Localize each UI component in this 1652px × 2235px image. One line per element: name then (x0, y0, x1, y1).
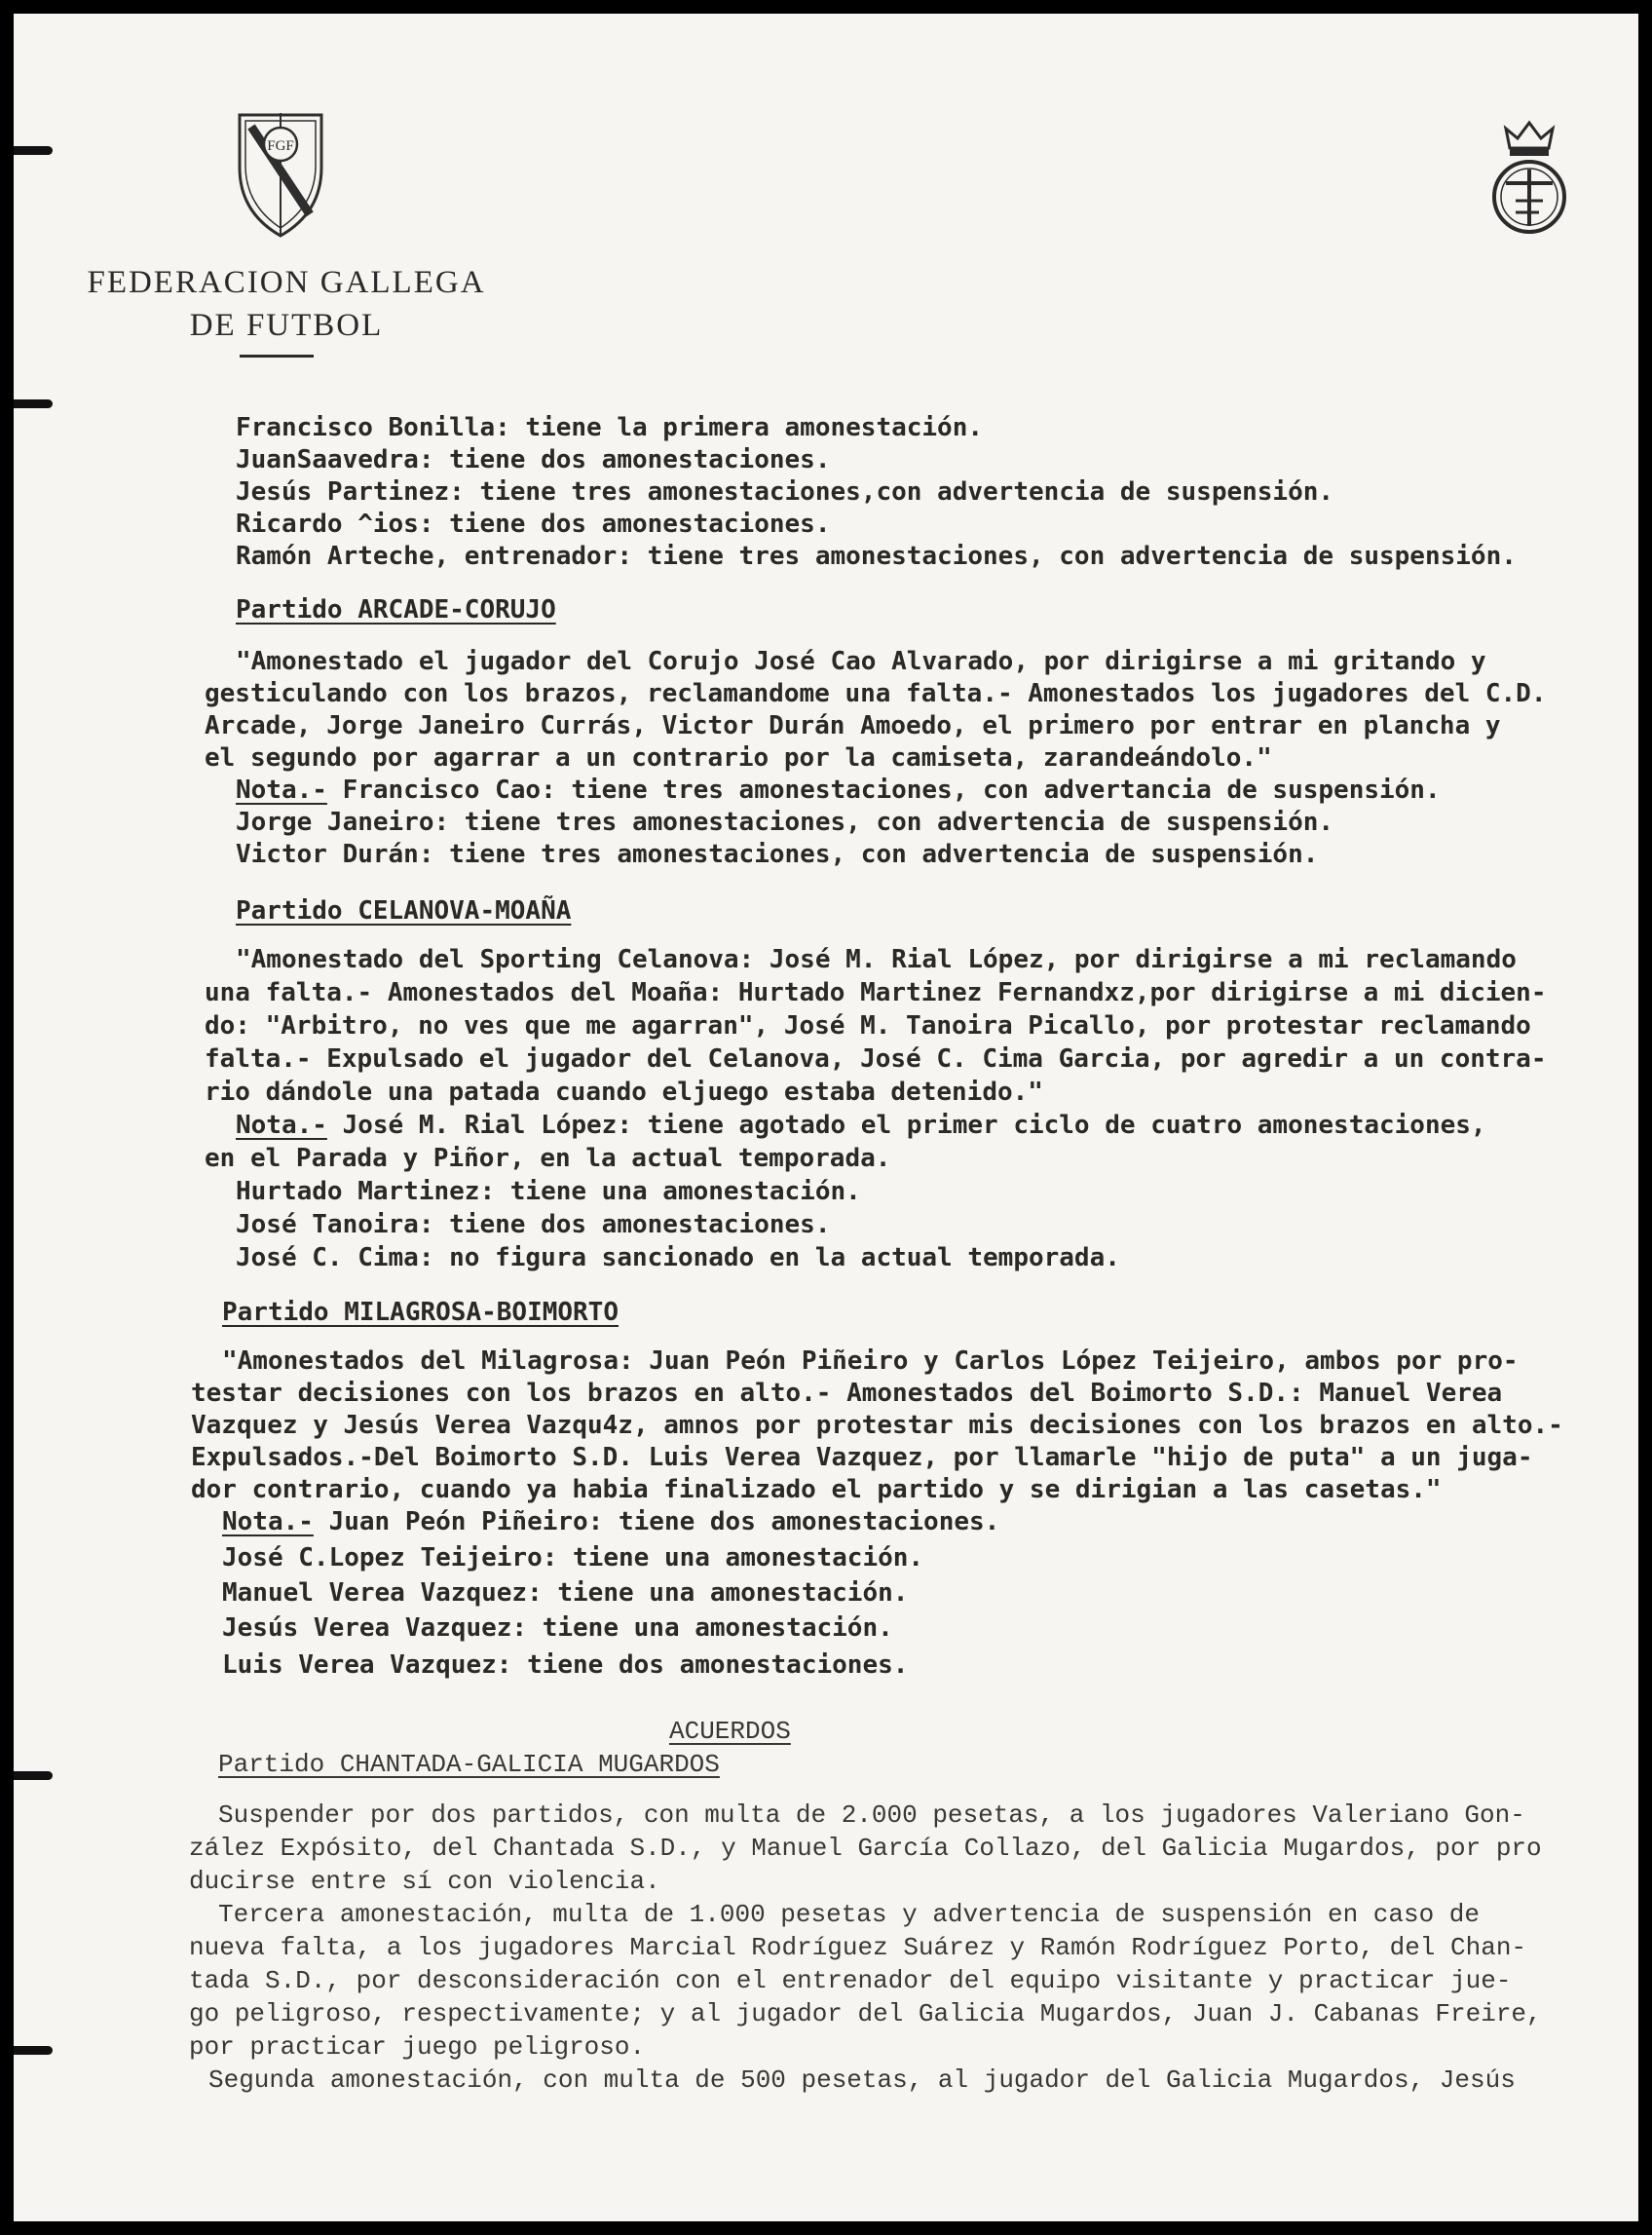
note-line: Luis Verea Vazquez: tiene dos amonestaciones. (222, 1650, 909, 1680)
nota-label: Nota.- (236, 776, 327, 805)
match-heading: Partido ARCADE-CORUJO (236, 595, 556, 625)
acuerdo-line: por practicar juego peligroso. (189, 2032, 646, 2062)
match-heading: Partido CELANOVA-MOAÑA (236, 896, 572, 926)
report-line: gesticulando con los brazos, reclamandome una falta.- Amonestados los jugadores del C.D. (205, 679, 1547, 708)
report-line: Arcade, Jorge Janeiro Currás, Victor Durán Amoedo, el primero por entrar en plancha y (205, 711, 1501, 740)
acuerdo-line: go peligroso, respectivamente; y al jugador del Galicia Mugardos, Juan J. Cabanas Freire, (189, 1999, 1542, 2028)
nota-line: en el Parada y Piñor, en la actual temporada. (205, 1144, 891, 1173)
note-line: Francisco Bonilla: tiene la primera amonestación. (236, 413, 984, 442)
acuerdo-line: ducirse entre sí con violencia. (189, 1867, 660, 1896)
federation-shield-icon (232, 107, 329, 244)
report-line: rio dándole una patada cuando eljuego estaba detenido." (205, 1078, 1043, 1107)
nota-line (236, 776, 1441, 805)
note-line: JuanSaavedra: tiene dos amonestaciones. (236, 445, 831, 474)
binder-hole (14, 146, 53, 155)
acuerdo-line: nueva falta, a los jugadores Marcial Rodríguez Suárez y Ramón Rodríguez Porto, del Chan- (189, 1933, 1527, 1962)
nota-text: Juan Peón Piñeiro: tiene dos amonestaciones. (313, 1507, 1000, 1536)
report-line: el segundo por agarrar a un contrario por la camiseta, zarandeándolo." (205, 743, 1272, 773)
note-line: Jesús Verea Vazquez: tiene una amonestación. (222, 1613, 893, 1643)
nota-label: Nota.- (236, 1111, 327, 1140)
acuerdo-line: tada S.D., por desconsideración con el entrenador del equipo visitante y practicar jue- (189, 1966, 1512, 1995)
letterhead-divider (240, 355, 314, 358)
royal-crest-icon (1486, 115, 1572, 240)
report-line: "Amonestado del Sporting Celanova: José M. Rial López, por dirigirse a mi reclamando (236, 945, 1517, 974)
note-line: Ramón Arteche, entrenador: tiene tres amonestaciones, con advertencia de suspensión. (236, 542, 1517, 571)
binder-hole (14, 1771, 53, 1780)
federation-name: FEDERACION GALLEGA (87, 265, 486, 300)
report-line: Expulsados.-Del Boimorto S.D. Luis Verea Vazquez, por llamarle "hijo de puta" a un juga- (191, 1443, 1533, 1472)
note-line: Jorge Janeiro: tiene tres amonestaciones, con advertencia de suspensión. (236, 808, 1334, 837)
binder-hole (14, 399, 53, 408)
match-heading: Partido MILAGROSA-BOIMORTO (222, 1298, 619, 1327)
document-page (14, 14, 1638, 2221)
acuerdo-line: Tercera amonestación, multa de 1.000 pesetas y advertencia de suspensión en caso de (218, 1900, 1481, 1929)
federation-name: DE FUTBOL (189, 308, 384, 343)
report-line: testar decisiones con los brazos en alto.- Amonestados del Boimorto S.D.: Manuel Verea (191, 1379, 1503, 1408)
note-line: José C.Lopez Teijeiro: tiene una amonestación. (222, 1543, 924, 1572)
note-line: Jesús Partinez: tiene tres amonestaciones,con advertencia de suspensión. (236, 477, 1334, 507)
report-line: "Amonestado el jugador del Corujo José Cao Alvarado, por dirigirse a mi gritando y (236, 647, 1486, 676)
nota-line (236, 1111, 1486, 1140)
nota-line (222, 1507, 999, 1536)
note-line: José Tanoira: tiene dos amonestaciones. (236, 1210, 831, 1239)
svg-text:FGF: FGF (267, 138, 294, 154)
report-line: falta.- Expulsado el jugador del Celanova, José C. Cima Garcia, por agredir a un contra- (205, 1044, 1547, 1074)
report-line: Vazquez y Jesús Verea Vazqu4z, amnos por protestar mis decisiones con los brazos en alto.- (191, 1411, 1563, 1440)
note-line: Victor Durán: tiene tres amonestaciones, con advertencia de suspensión. (236, 840, 1319, 869)
report-line: "Amonestados del Milagrosa: Juan Peón Piñeiro y Carlos López Teijeiro, ambos por pro- (222, 1346, 1519, 1376)
note-line: José C. Cima: no figura sancionado en la actual temporada. (236, 1243, 1120, 1272)
nota-text: José M. Rial López: tiene agotado el primer ciclo de cuatro amonestaciones, (326, 1111, 1486, 1140)
acuerdo-line: Segunda amonestación, con multa de 500 pesetas, al jugador del Galicia Mugardos, Jesús (208, 2065, 1516, 2095)
acuerdos-title: ACUERDOS (669, 1717, 791, 1746)
report-line: do: "Arbitro, no ves que me agarran", José M. Tanoira Picallo, por protestar reclamando (205, 1011, 1531, 1041)
note-line: Ricardo ^ios: tiene dos amonestaciones. (236, 510, 831, 539)
match-heading: Partido CHANTADA-GALICIA MUGARDOS (218, 1750, 720, 1779)
note-line: Manuel Verea Vazquez: tiene una amonestación. (222, 1578, 909, 1608)
nota-label: Nota.- (222, 1507, 314, 1536)
acuerdo-line: Suspender por dos partidos, con multa de 2.000 pesetas, a los jugadores Valeriano Gon- (218, 1800, 1525, 1830)
report-line: dor contrario, cuando ya habia finalizado el partido y se dirigian a las casetas." (191, 1475, 1442, 1504)
acuerdo-line: zález Expósito, del Chantada S.D., y Manuel García Collazo, del Galicia Mugardos, por pro (189, 1834, 1542, 1863)
note-line: Hurtado Martinez: tiene una amonestación. (236, 1177, 861, 1206)
nota-text: Francisco Cao: tiene tres amonestaciones, con advertancia de suspensión. (326, 776, 1441, 805)
binder-hole (14, 2046, 53, 2055)
report-line: una falta.- Amonestados del Moaña: Hurtado Martinez Fernandxz,por dirigirse a mi dicien- (205, 978, 1547, 1007)
